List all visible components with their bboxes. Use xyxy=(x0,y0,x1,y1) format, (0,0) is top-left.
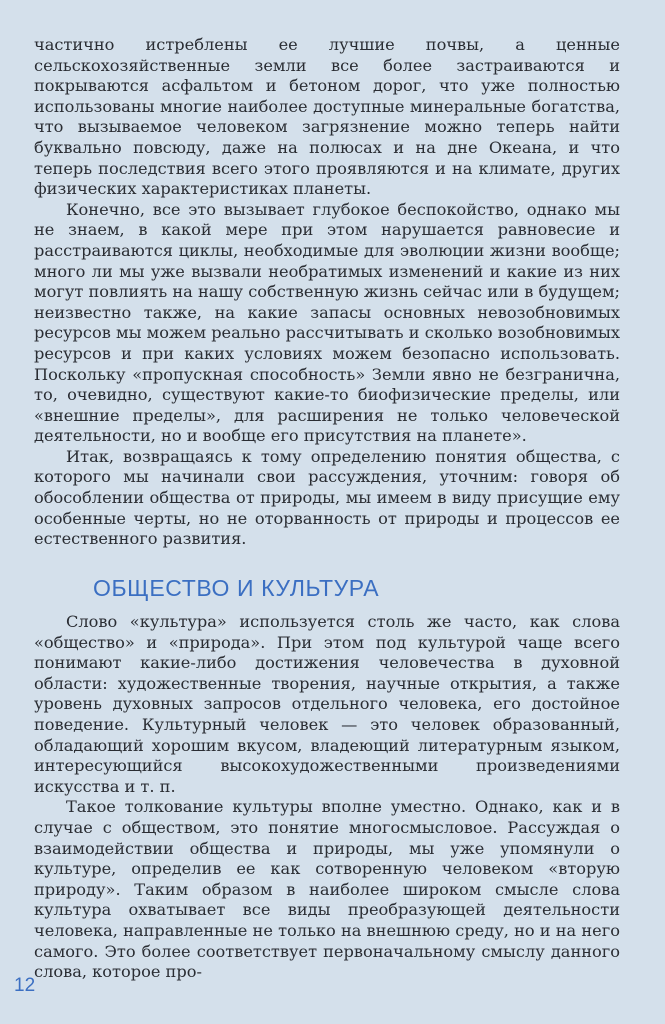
paragraph-culture-definition: Слово «культура» используется столь же часто, как слова «общество» и «природа». При этом под культурой чаще всего понимают какие-либо достижения человечества в духовной области: художественные творения, научные открытия, а также уровень духовных запросов отдельного человека, его достойное поведение. Культурный человек — это человек образованный, обладающий хорошим вкусом, владеющий литературным языком, интересующийся высокохудожественными произведениями искусства и т. п. xyxy=(34,612,620,796)
section-heading: ОБЩЕСТВО И КУЛЬТУРА xyxy=(93,575,380,601)
page-number: 12 xyxy=(14,975,36,996)
paragraph-continuation: частично истреблены ее лучшие почвы, а ценные сельскохозяйственные земли все более застраиваются и покрываются асфальтом и бетоном дорог, что уже полностью использованы многие наиболее доступные минеральные богатства, что вызываемое человеком загрязнение можно теперь найти буквально повсюду, даже на полюсах и на дне Океана, и что теперь последствия всего этого проявляются и на климате, других физических характеристиках планеты. xyxy=(34,35,620,199)
body-text-top xyxy=(34,35,620,550)
paragraph-culture-interpretation: Такое толкование культуры вполне уместно. Однако, как и в случае с обществом, это понятие многосмысловое. Рассуждая о взаимодействии общества и природы, мы уже упомянули о культуре, определив ее как сотворенную человеком «вторую природу». Таким образом в наиболее широком смысле слова культура охватывает все виды преобразующей деятельности человека, направленные не только на внешнюю среду, но и на него самого. Это более соответствует первоначальному смыслу данного слова, которое про- xyxy=(34,797,620,982)
paragraph-concern: Конечно, все это вызывает глубокое беспокойство, однако мы не знаем, в какой мере при этом нарушается равновесие и расстраиваются циклы, необходимые для эволюции жизни вообще; много ли мы уже вызвали необратимых изменений и какие из них могут повлиять на нашу собственную жизнь сейчас или в будущем; неизвестно также, на какие запасы основных невозобновимых ресурсов мы можем реально рассчитывать и сколько возобновимых ресурсов и при каких условиях можем безопасно использовать. Поскольку «пропускная способность» Земли явно не безгранична, то, очевидно, существуют какие-то биофизические пределы, или «внешние пределы», для расширения не только человеческой деятельности, но и вообще его присутствия на планете». xyxy=(34,199,620,446)
paragraph-conclusion: Итак, возвращаясь к тому определению понятия общества, с которого мы начинали свои рассуждения, уточним: говоря об обособлении общества от природы, мы имеем в виду присущие ему особенные черты, но не оторванность от природы и процессов ее естественного развития. xyxy=(34,446,620,549)
body-text-bottom xyxy=(34,612,620,983)
